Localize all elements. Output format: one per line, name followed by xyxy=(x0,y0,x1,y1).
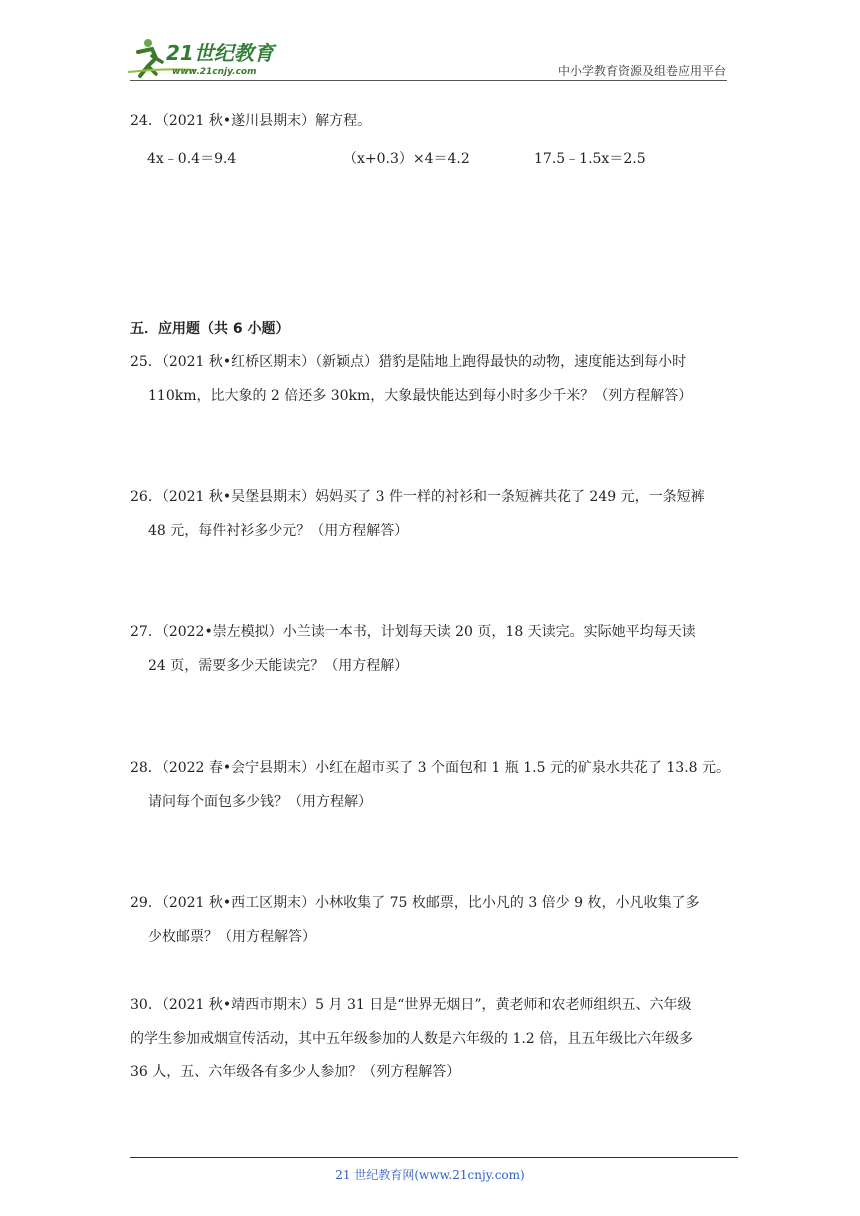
header-divider xyxy=(130,80,727,81)
equation-2: （x+0.3）×4＝4.2 xyxy=(343,151,470,167)
logo-url-text: www.21cnjy.com xyxy=(172,67,257,77)
section-title: 五．应用题（共 6 小题） xyxy=(130,321,290,337)
question-30-line-2: 的学生参加戒烟宣传活动，其中五年级参加的人数是六年级的 1.2 倍，且五年级比六年级多 xyxy=(130,1031,694,1047)
question-29-line-2: 少枚邮票？（用方程解答） xyxy=(148,929,316,945)
question-30-line-1: 30．（2021 秋•靖西市期末）5 月 31 日是“世界无烟日”，黄老师和农老师组织五、六年级 xyxy=(130,997,692,1013)
question-30-line-3: 36 人，五、六年级各有多少人参加？（列方程解答） xyxy=(130,1064,461,1080)
question-24-prompt: 24．（2021 秋•遂川县期末）解方程。 xyxy=(130,113,372,129)
equation-3: 17.5﹣1.5x＝2.5 xyxy=(534,151,646,167)
question-26-line-2: 48 元，每件衬衫多少元？（用方程解答） xyxy=(148,523,409,539)
equation-1: 4x﹣0.4＝9.4 xyxy=(147,151,237,167)
footer-link[interactable]: 21 世纪教育网(www.21cnjy.com) xyxy=(335,1168,525,1182)
question-26-line-1: 26．（2021 秋•吴堡县期末）妈妈买了 3 件一样的衬衫和一条短裤共花了 249 元，一条短裤 xyxy=(130,489,705,505)
footer-divider xyxy=(130,1157,738,1158)
question-29-line-1: 29．（2021 秋•西工区期末）小林收集了 75 枚邮票，比小凡的 3 倍少 9 枚，小凡收集了多 xyxy=(130,895,700,911)
logo-text: 21世纪教育 xyxy=(166,41,274,65)
site-logo xyxy=(126,36,286,80)
question-25-line-2: 110km，比大象的 2 倍还多 30km，大象最快能达到每小时多少千米？（列方程解答） xyxy=(148,388,693,404)
question-28-line-1: 28．（2022 春•会宁县期末）小红在超市买了 3 个面包和 1 瓶 1.5 元的矿泉水共花了 13.8 元。 xyxy=(130,760,731,776)
question-27-line-1: 27．（2022•崇左模拟）小兰读一本书，计划每天读 20 页，18 天读完。实际她平均每天读 xyxy=(130,624,696,640)
question-25-line-1: 25．（2021 秋•红桥区期末）（新颖点）猎豹是陆地上跑得最快的动物，速度能达到每小时 xyxy=(130,354,687,370)
question-27-line-2: 24 页，需要多少天能读完？（用方程解） xyxy=(148,658,409,674)
question-28-line-2: 请问每个面包多少钱？（用方程解） xyxy=(148,794,372,810)
header-platform-text: 中小学教育资源及组卷应用平台 xyxy=(557,64,726,78)
